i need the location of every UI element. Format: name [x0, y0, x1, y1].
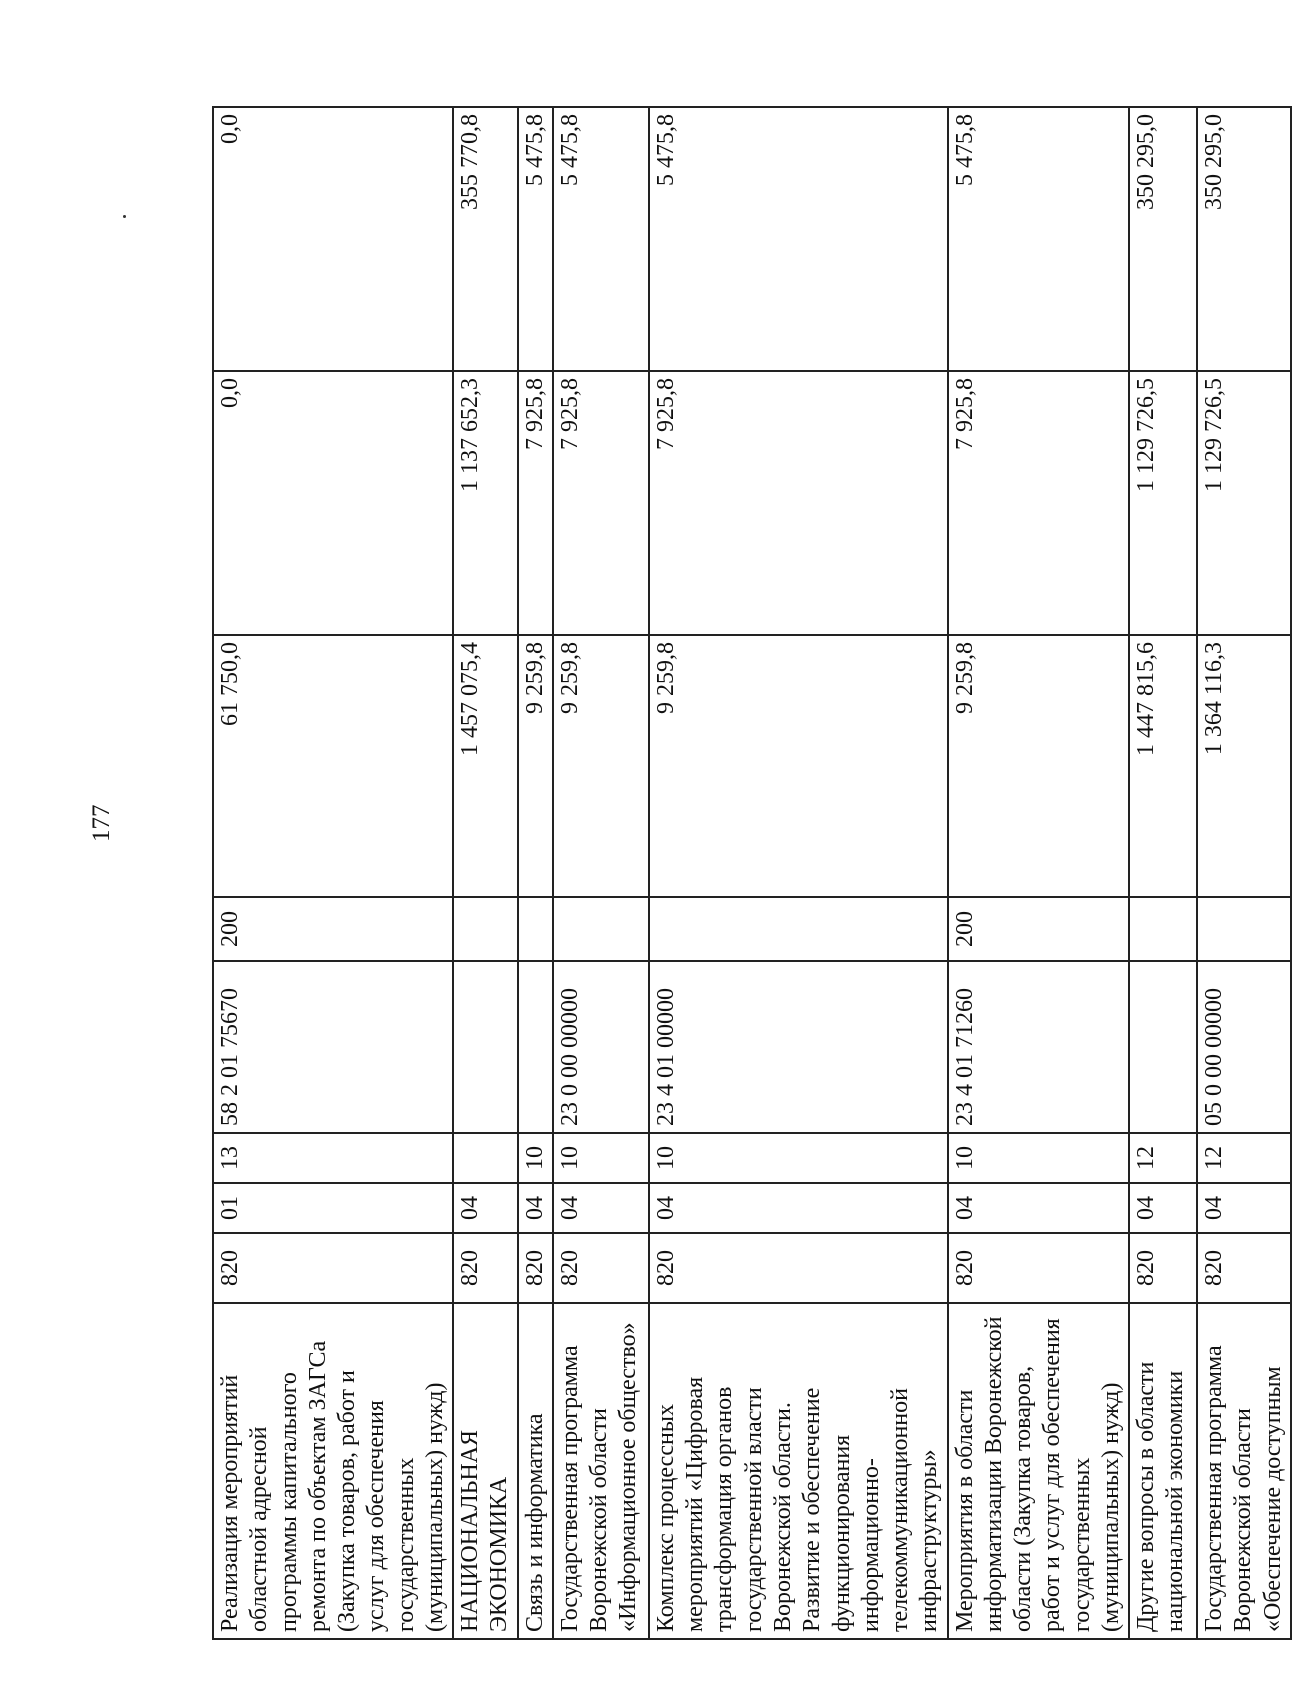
gov-code: 820: [649, 1233, 948, 1303]
expense-type-code: 200: [213, 897, 453, 961]
gov-code: 820: [948, 1233, 1130, 1303]
row-name: Реализация мероприятий областной адресной программы капитального ремонта по объектам ЗАГСа (Закупка товаров, работ и услуг для обеспечения государственных (муниципальных) нужд): [213, 1303, 453, 1639]
subsection-code: 10: [649, 1133, 948, 1183]
row-name: НАЦИОНАЛЬНАЯ ЭКОНОМИКА: [453, 1303, 518, 1639]
expense-type-code: [518, 897, 553, 961]
amount-year-2: 1 129 726,5: [1129, 371, 1197, 635]
rotated-table-container: [212, 108, 1286, 1640]
expense-type-code: [1197, 897, 1291, 961]
amount-year-2: 0,0: [213, 371, 453, 635]
amount-year-3: 5 475,8: [948, 107, 1130, 371]
table-row: [453, 107, 518, 1639]
amount-year-3: 0,0: [213, 107, 453, 371]
amount-year-1: 1 457 075,4: [453, 635, 518, 897]
amount-year-1: 61 750,0: [213, 635, 453, 897]
row-name: Мероприятия в области информатизации Воронежской области (Закупка товаров, работ и услуг для обеспечения государственных (муниципальных) нужд): [948, 1303, 1130, 1639]
scan-speck: [123, 215, 126, 218]
gov-code: 820: [453, 1233, 518, 1303]
amount-year-3: 350 295,0: [1129, 107, 1197, 371]
subsection-code: 13: [213, 1133, 453, 1183]
table-row: [213, 107, 453, 1639]
target-article-code: 23 4 01 71260: [948, 961, 1130, 1133]
amount-year-2: 7 925,8: [649, 371, 948, 635]
subsection-code: 10: [518, 1133, 553, 1183]
section-code: 04: [1197, 1183, 1291, 1233]
target-article-code: 58 2 01 75670: [213, 961, 453, 1133]
expense-type-code: [649, 897, 948, 961]
gov-code: 820: [213, 1233, 453, 1303]
target-article-code: [518, 961, 553, 1133]
amount-year-3: 355 770,8: [453, 107, 518, 371]
amount-year-2: 1 129 726,5: [1197, 371, 1291, 635]
amount-year-2: 7 925,8: [518, 371, 553, 635]
table-row: [948, 107, 1130, 1639]
expense-type-code: 200: [948, 897, 1130, 961]
target-article-code: [453, 961, 518, 1133]
subsection-code: 12: [1129, 1133, 1197, 1183]
subsection-code: 10: [553, 1133, 649, 1183]
expense-type-code: [1129, 897, 1197, 961]
target-article-code: 23 0 00 00000: [553, 961, 649, 1133]
section-code: 04: [453, 1183, 518, 1233]
row-name: Комплекс процессных мероприятий «Цифровая трансформация органов государственной власти Воронежской области. Развитие и обеспечение функционирования информационно-телекоммуникационной инфраструктуры»: [649, 1303, 948, 1639]
page-number: 177: [88, 804, 115, 842]
amount-year-1: 9 259,8: [649, 635, 948, 897]
row-name: Государственная программа Воронежской области «Информационное общество»: [553, 1303, 649, 1639]
target-article-code: 23 4 01 00000: [649, 961, 948, 1133]
subsection-code: 10: [948, 1133, 1130, 1183]
amount-year-3: 350 295,0: [1197, 107, 1291, 371]
gov-code: 820: [1197, 1233, 1291, 1303]
table-row: [553, 107, 649, 1639]
row-name: Связь и информатика: [518, 1303, 553, 1639]
amount-year-3: 5 475,8: [518, 107, 553, 371]
table-row: [1129, 107, 1197, 1639]
amount-year-3: 5 475,8: [553, 107, 649, 371]
subsection-code: [453, 1133, 518, 1183]
gov-code: 820: [1129, 1233, 1197, 1303]
amount-year-2: 7 925,8: [948, 371, 1130, 635]
amount-year-3: 5 475,8: [649, 107, 948, 371]
expense-type-code: [553, 897, 649, 961]
target-article-code: 05 0 00 00000: [1197, 961, 1291, 1133]
gov-code: 820: [553, 1233, 649, 1303]
section-code: 04: [553, 1183, 649, 1233]
table-row: [649, 107, 948, 1639]
amount-year-1: 1 447 815,6: [1129, 635, 1197, 897]
amount-year-1: 9 259,8: [553, 635, 649, 897]
target-article-code: [1129, 961, 1197, 1133]
amount-year-1: 1 364 116,3: [1197, 635, 1291, 897]
section-code: 04: [649, 1183, 948, 1233]
amount-year-2: 7 925,8: [553, 371, 649, 635]
section-code: 04: [518, 1183, 553, 1233]
budget-table: [212, 106, 1292, 1640]
amount-year-1: 9 259,8: [518, 635, 553, 897]
row-name: Другие вопросы в области национальной экономики: [1129, 1303, 1197, 1639]
table-row: [1197, 107, 1291, 1639]
table-row: [518, 107, 553, 1639]
amount-year-2: 1 137 652,3: [453, 371, 518, 635]
subsection-code: 12: [1197, 1133, 1291, 1183]
row-name: Государственная программа Воронежской области «Обеспечение доступным: [1197, 1303, 1291, 1639]
section-code: 04: [948, 1183, 1130, 1233]
section-code: 04: [1129, 1183, 1197, 1233]
expense-type-code: [453, 897, 518, 961]
amount-year-1: 9 259,8: [948, 635, 1130, 897]
gov-code: 820: [518, 1233, 553, 1303]
section-code: 01: [213, 1183, 453, 1233]
